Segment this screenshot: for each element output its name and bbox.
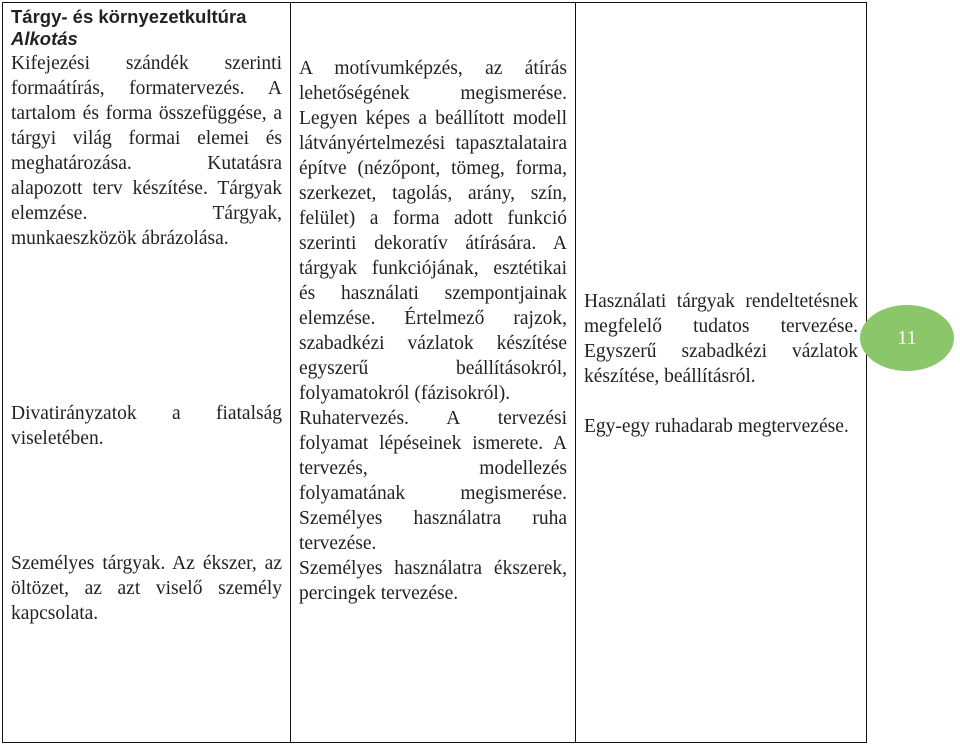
content-column (3, 3, 291, 743)
page-number-badge: 11 (860, 305, 954, 371)
content-personal-items: Személyes tárgyak. Az ékszer, az öltözet, az azt viselő személy kapcsolata. (11, 553, 282, 624)
activities-motif: A motívumképzés, az átírás lehetőségének megismerése. Legyen képes a beállított modell látványértelmezési tapasztalataira építve (nézőpont, tömeg, forma, szerkezet, tagolás, arány, szín, felület) a forma adott funkció szerinti dekoratív átírására. A tárgyak funkciójának, esztétikai és használati szempontjainak elemzése. Értelmező rajzok, szabadkézi vázlatok készítése egyszerű beállításokról, folyamatokról (fázisokról). (299, 58, 567, 404)
activities-column (291, 3, 576, 743)
activities-clothing: Ruhatervezés. A tervezési folyamat lépéseinek ismerete. A tervezés, modellezés folyamatának megismerése. Személyes használatra ruha tervezése. (299, 408, 567, 554)
outcomes-clothing: Egy-egy ruhadarab megtervezése. (584, 416, 849, 437)
outcomes-column (576, 3, 867, 743)
content-fashion: Divatirányzatok a fiatalság viseletében. (11, 403, 282, 449)
curriculum-table (2, 2, 867, 743)
section-title: Tárgy- és környezetkultúra (11, 6, 247, 27)
activities-jewelry: Személyes használatra ékszerek, percingek tervezése. (299, 558, 567, 604)
section-subtitle: Alkotás (11, 28, 78, 49)
content-topics: Kifejezési szándék szerinti formaátírás, formatervezés. A tartalom és forma összefüggése, a tárgyi világ formai elemei és meghatározása. Kutatásra alapozott terv készítése. Tárgyak elemzése. Tárgyak, munkaeszközök ábrázolása. (11, 53, 282, 249)
table-row (3, 3, 867, 743)
outcomes-objects: Használati tárgyak rendeltetésnek megfelelő tudatos tervezése. Egyszerű szabadkézi vázlatok készítése, beállításról. (584, 291, 858, 387)
